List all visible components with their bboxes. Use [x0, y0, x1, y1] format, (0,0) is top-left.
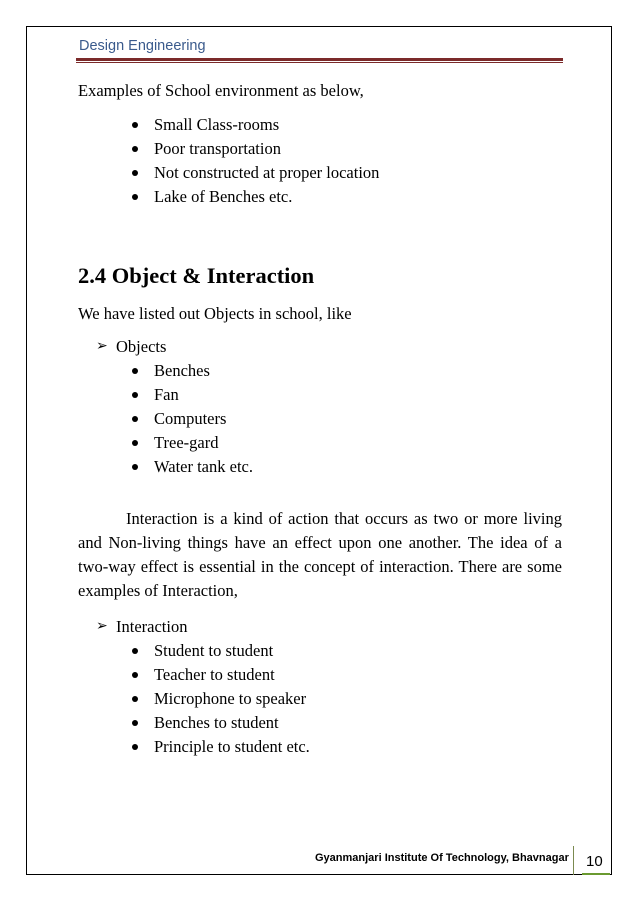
arrow-bullet-icon: ➢	[96, 339, 108, 354]
list-item: Student to student	[130, 639, 562, 663]
list-item: Teacher to student	[130, 663, 562, 687]
list-item: Principle to student etc.	[130, 735, 562, 759]
list-item: Water tank etc.	[130, 455, 562, 479]
header-rule	[76, 58, 563, 61]
environment-list	[78, 113, 562, 209]
interaction-list	[78, 639, 562, 759]
list-item: Not constructed at proper location	[130, 161, 562, 185]
page-number-rule	[582, 873, 610, 875]
interaction-label: Interaction	[116, 617, 188, 636]
list-item: Benches to student	[130, 711, 562, 735]
header-title: Design Engineering	[79, 38, 206, 54]
page-content	[78, 76, 562, 759]
footer-divider	[573, 846, 574, 875]
list-item: Benches	[130, 359, 562, 383]
list-item: Poor transportation	[130, 137, 562, 161]
section-lead: We have listed out Objects in school, like	[78, 304, 352, 323]
arrow-bullet-icon: ➢	[96, 619, 108, 634]
page-number: 10	[586, 853, 603, 870]
objects-heading	[96, 335, 562, 359]
interaction-heading	[96, 615, 562, 639]
interaction-paragraph: Interaction is a kind of action that occurs as two or more living and Non-living things have an effect upon one another. The idea of a two-way effect is essential in the concept of interaction. There are some examples of Interaction,	[78, 509, 562, 600]
list-item: Computers	[130, 407, 562, 431]
objects-label: Objects	[116, 337, 167, 356]
list-item: Tree-gard	[130, 431, 562, 455]
footer-institute: Gyanmanjari Institute Of Technology, Bhavnagar	[315, 852, 569, 864]
list-item: Microphone to speaker	[130, 687, 562, 711]
objects-list	[78, 359, 562, 479]
section-heading: 2.4 Object & Interaction	[78, 263, 315, 288]
intro-text: Examples of School environment as below,	[78, 81, 364, 100]
list-item: Lake of Benches etc.	[130, 185, 562, 209]
list-item: Small Class-rooms	[130, 113, 562, 137]
header-rule-thin	[76, 62, 563, 63]
list-item: Fan	[130, 383, 562, 407]
